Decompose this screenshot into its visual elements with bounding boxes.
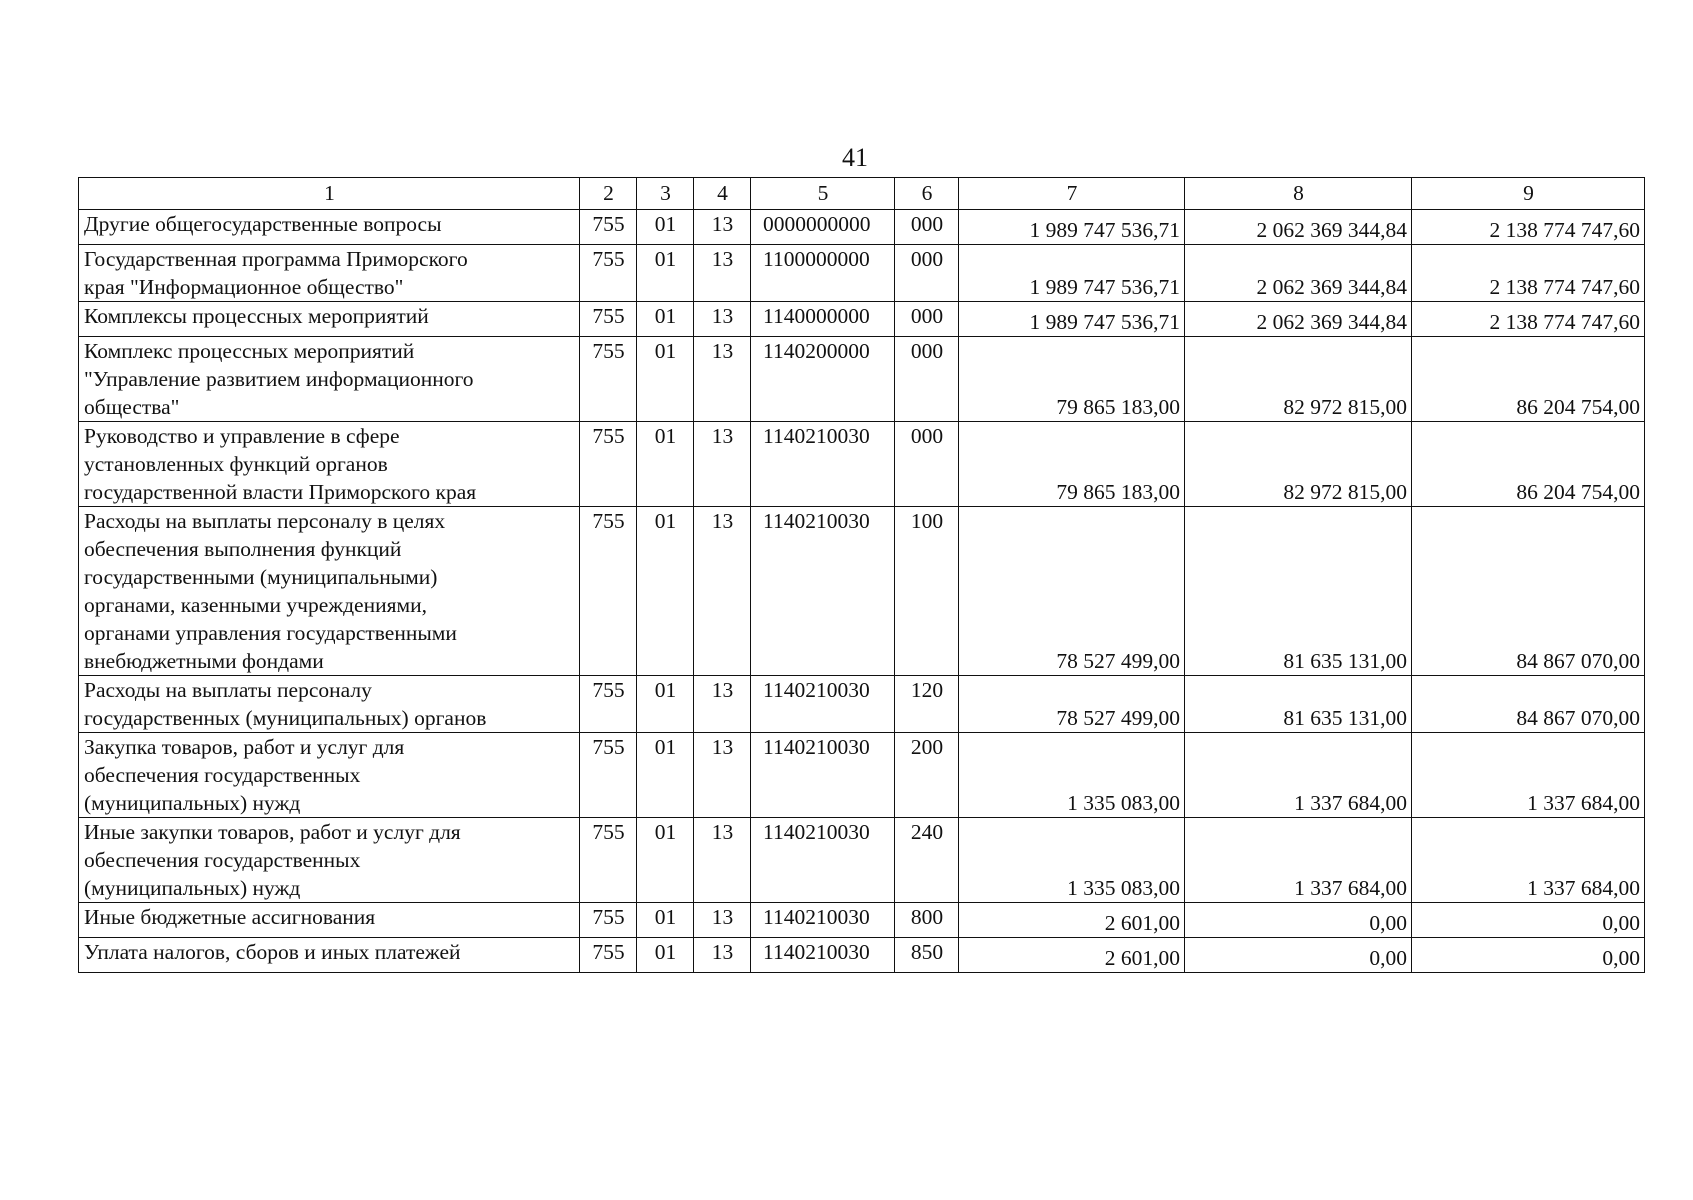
table-row xyxy=(79,733,1645,818)
amount-col-8: 82 972 815,00 xyxy=(1185,337,1412,422)
row-name: Комплекс процессных мероприятий "Управление развитием информационного общества" xyxy=(79,337,580,422)
code-col-5: 1100000000 xyxy=(751,245,895,302)
code-col-6: 000 xyxy=(895,245,959,302)
code-col-5: 1140200000 xyxy=(751,337,895,422)
column-header: 5 xyxy=(751,178,895,210)
amount-col-9: 2 138 774 747,60 xyxy=(1412,210,1645,245)
row-name: Закупка товаров, работ и услуг для обеспечения государственных (муниципальных) нужд xyxy=(79,733,580,818)
column-header: 9 xyxy=(1412,178,1645,210)
amount-col-9: 86 204 754,00 xyxy=(1412,422,1645,507)
table-row xyxy=(79,903,1645,938)
code-col-4: 13 xyxy=(694,210,751,245)
code-col-3: 01 xyxy=(637,938,694,973)
code-col-6: 240 xyxy=(895,818,959,903)
amount-col-8: 2 062 369 344,84 xyxy=(1185,210,1412,245)
amount-col-7: 79 865 183,00 xyxy=(959,422,1185,507)
amount-col-8: 82 972 815,00 xyxy=(1185,422,1412,507)
amount-col-8: 81 635 131,00 xyxy=(1185,676,1412,733)
code-col-3: 01 xyxy=(637,818,694,903)
amount-col-9: 2 138 774 747,60 xyxy=(1412,245,1645,302)
amount-col-7: 1 989 747 536,71 xyxy=(959,302,1185,337)
column-header: 4 xyxy=(694,178,751,210)
row-name: Уплата налогов, сборов и иных платежей xyxy=(79,938,580,973)
table-row xyxy=(79,210,1645,245)
amount-col-8: 0,00 xyxy=(1185,938,1412,973)
code-col-3: 01 xyxy=(637,676,694,733)
row-name: Расходы на выплаты персоналу государственных (муниципальных) органов xyxy=(79,676,580,733)
code-col-2: 755 xyxy=(580,337,637,422)
column-header: 3 xyxy=(637,178,694,210)
code-col-2: 755 xyxy=(580,903,637,938)
code-col-6: 200 xyxy=(895,733,959,818)
code-col-2: 755 xyxy=(580,210,637,245)
amount-col-7: 78 527 499,00 xyxy=(959,507,1185,676)
row-name: Расходы на выплаты персоналу в целях обеспечения выполнения функций государственными (муниципальными) органами, казенными учреждениями, органами управления государственными внебюджетными фондами xyxy=(79,507,580,676)
amount-col-8: 1 337 684,00 xyxy=(1185,818,1412,903)
code-col-6: 100 xyxy=(895,507,959,676)
row-name: Другие общегосударственные вопросы xyxy=(79,210,580,245)
code-col-2: 755 xyxy=(580,938,637,973)
code-col-2: 755 xyxy=(580,422,637,507)
amount-col-9: 84 867 070,00 xyxy=(1412,507,1645,676)
code-col-3: 01 xyxy=(637,507,694,676)
amount-col-8: 1 337 684,00 xyxy=(1185,733,1412,818)
code-col-2: 755 xyxy=(580,818,637,903)
code-col-4: 13 xyxy=(694,507,751,676)
row-name: Иные закупки товаров, работ и услуг для обеспечения государственных (муниципальных) нужд xyxy=(79,818,580,903)
code-col-4: 13 xyxy=(694,422,751,507)
table-row xyxy=(79,302,1645,337)
row-name: Государственная программа Приморского края "Информационное общество" xyxy=(79,245,580,302)
code-col-3: 01 xyxy=(637,337,694,422)
code-col-3: 01 xyxy=(637,245,694,302)
code-col-2: 755 xyxy=(580,507,637,676)
code-col-5: 1140210030 xyxy=(751,818,895,903)
code-col-4: 13 xyxy=(694,337,751,422)
table-header-row xyxy=(79,178,1645,210)
table-row xyxy=(79,337,1645,422)
table-row xyxy=(79,507,1645,676)
code-col-5: 1140000000 xyxy=(751,302,895,337)
column-header: 1 xyxy=(79,178,580,210)
amount-col-8: 2 062 369 344,84 xyxy=(1185,302,1412,337)
column-header: 2 xyxy=(580,178,637,210)
amount-col-9: 2 138 774 747,60 xyxy=(1412,302,1645,337)
code-col-4: 13 xyxy=(694,245,751,302)
code-col-4: 13 xyxy=(694,938,751,973)
code-col-3: 01 xyxy=(637,210,694,245)
amount-col-7: 2 601,00 xyxy=(959,938,1185,973)
table-row xyxy=(79,422,1645,507)
row-name: Комплексы процессных мероприятий xyxy=(79,302,580,337)
amount-col-9: 1 337 684,00 xyxy=(1412,733,1645,818)
code-col-5: 0000000000 xyxy=(751,210,895,245)
code-col-4: 13 xyxy=(694,818,751,903)
code-col-5: 1140210030 xyxy=(751,733,895,818)
amount-col-7: 1 335 083,00 xyxy=(959,818,1185,903)
code-col-6: 000 xyxy=(895,210,959,245)
row-name: Иные бюджетные ассигнования xyxy=(79,903,580,938)
code-col-2: 755 xyxy=(580,245,637,302)
code-col-6: 850 xyxy=(895,938,959,973)
code-col-6: 120 xyxy=(895,676,959,733)
amount-col-8: 2 062 369 344,84 xyxy=(1185,245,1412,302)
code-col-5: 1140210030 xyxy=(751,676,895,733)
amount-col-8: 0,00 xyxy=(1185,903,1412,938)
amount-col-9: 1 337 684,00 xyxy=(1412,818,1645,903)
column-header: 7 xyxy=(959,178,1185,210)
code-col-2: 755 xyxy=(580,733,637,818)
code-col-4: 13 xyxy=(694,903,751,938)
amount-col-9: 84 867 070,00 xyxy=(1412,676,1645,733)
amount-col-7: 79 865 183,00 xyxy=(959,337,1185,422)
code-col-4: 13 xyxy=(694,676,751,733)
amount-col-7: 1 335 083,00 xyxy=(959,733,1185,818)
amount-col-7: 1 989 747 536,71 xyxy=(959,245,1185,302)
code-col-5: 1140210030 xyxy=(751,507,895,676)
code-col-5: 1140210030 xyxy=(751,422,895,507)
code-col-6: 000 xyxy=(895,302,959,337)
table-row xyxy=(79,818,1645,903)
code-col-4: 13 xyxy=(694,733,751,818)
amount-col-9: 0,00 xyxy=(1412,938,1645,973)
code-col-4: 13 xyxy=(694,302,751,337)
table-row xyxy=(79,938,1645,973)
amount-col-8: 81 635 131,00 xyxy=(1185,507,1412,676)
table-row xyxy=(79,245,1645,302)
code-col-3: 01 xyxy=(637,302,694,337)
code-col-5: 1140210030 xyxy=(751,903,895,938)
amount-col-7: 78 527 499,00 xyxy=(959,676,1185,733)
code-col-3: 01 xyxy=(637,733,694,818)
code-col-6: 000 xyxy=(895,337,959,422)
page-number: 41 xyxy=(842,143,868,172)
amount-col-9: 86 204 754,00 xyxy=(1412,337,1645,422)
budget-table xyxy=(78,177,1645,973)
code-col-6: 000 xyxy=(895,422,959,507)
amount-col-7: 1 989 747 536,71 xyxy=(959,210,1185,245)
code-col-6: 800 xyxy=(895,903,959,938)
code-col-3: 01 xyxy=(637,422,694,507)
table-row xyxy=(79,676,1645,733)
code-col-5: 1140210030 xyxy=(751,938,895,973)
code-col-2: 755 xyxy=(580,302,637,337)
amount-col-7: 2 601,00 xyxy=(959,903,1185,938)
row-name: Руководство и управление в сфере установленных функций органов государственной власти Приморского края xyxy=(79,422,580,507)
column-header: 8 xyxy=(1185,178,1412,210)
code-col-3: 01 xyxy=(637,903,694,938)
amount-col-9: 0,00 xyxy=(1412,903,1645,938)
column-header: 6 xyxy=(895,178,959,210)
code-col-2: 755 xyxy=(580,676,637,733)
